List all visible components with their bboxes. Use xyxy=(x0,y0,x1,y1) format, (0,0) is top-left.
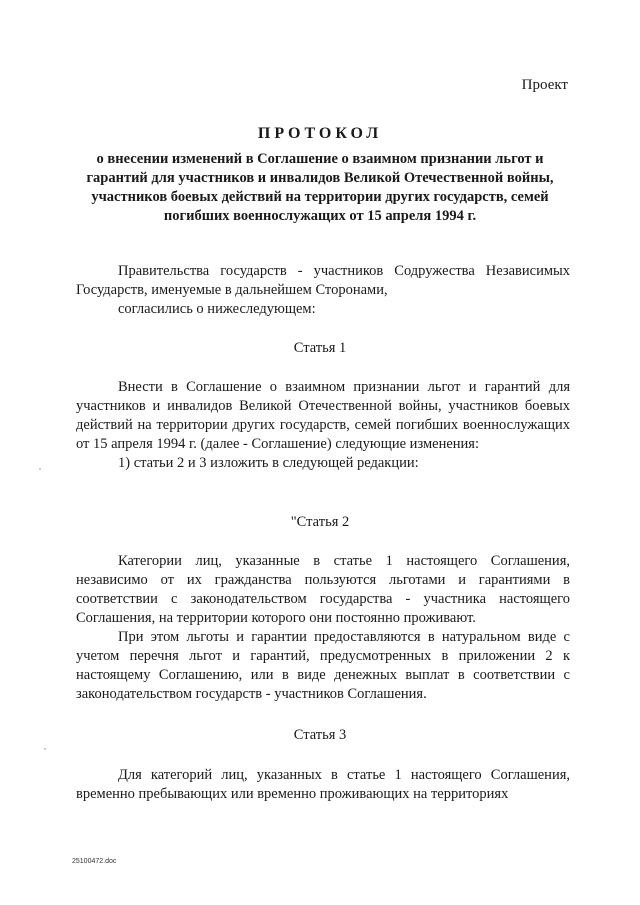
article-3-body xyxy=(76,766,570,804)
article-1-item: 1) статьи 2 и 3 изложить в следующей редакции: xyxy=(118,455,419,471)
article-2-paragraph-1: Категории лиц, указанные в статье 1 настоящего Соглашения, независимо от их гражданства пользуются льготами и гарантиями в соответствии с законодательством государства - участника настоящего Соглашения, на территории которого они постоянно проживают. xyxy=(76,553,570,626)
document-subtitle: о внесении изменений в Соглашение о взаимном признании льгот и гарантий для участников и инвалидов Великой Отечественной войны, участников боевых действий на территории других государств, семей погибших военнослужащих от 15 апреля 1994 г. xyxy=(86,151,554,224)
file-name: 25100472.doc xyxy=(72,858,117,865)
preamble-agreement: согласились о нижеследующем: xyxy=(118,301,316,317)
preamble xyxy=(76,262,570,319)
article-3-heading: Статья 3 xyxy=(293,727,347,743)
scan-speck xyxy=(39,468,41,470)
scan-speck xyxy=(44,748,46,750)
draft-stamp: Проект xyxy=(521,77,568,93)
article-1-heading: Статья 1 xyxy=(293,340,347,356)
article-2-heading: "Статья 2 xyxy=(290,514,350,530)
article-1-paragraph: Внести в Соглашение о взаимном признании льгот и гарантий для участников и инвалидов Великой Отечественной войны, участников боевых действий на территории других государств, семей погибших военнослужащих от 15 апреля 1994 г. (далее - Соглашение) следующие изменения: xyxy=(76,379,570,452)
document-title: ПРОТОКОЛ xyxy=(257,125,383,142)
article-1-body xyxy=(76,378,570,473)
article-2-body xyxy=(76,552,570,704)
preamble-text: Правительства государств - участников Содружества Независимых Государств, именуемые в дальнейшем Сторонами, xyxy=(76,263,570,298)
article-2-paragraph-2: При этом льготы и гарантии предоставляются в натуральном виде с учетом перечня льгот и гарантий, предусмотренных в приложении 2 к настоящему Соглашению, или в виде денежных выплат в соответствии с законодательством государств - участников Соглашения. xyxy=(76,629,570,702)
article-3-paragraph: Для категорий лиц, указанных в статье 1 настоящего Соглашения, временно пребывающих или временно проживающих на территориях xyxy=(76,767,570,802)
